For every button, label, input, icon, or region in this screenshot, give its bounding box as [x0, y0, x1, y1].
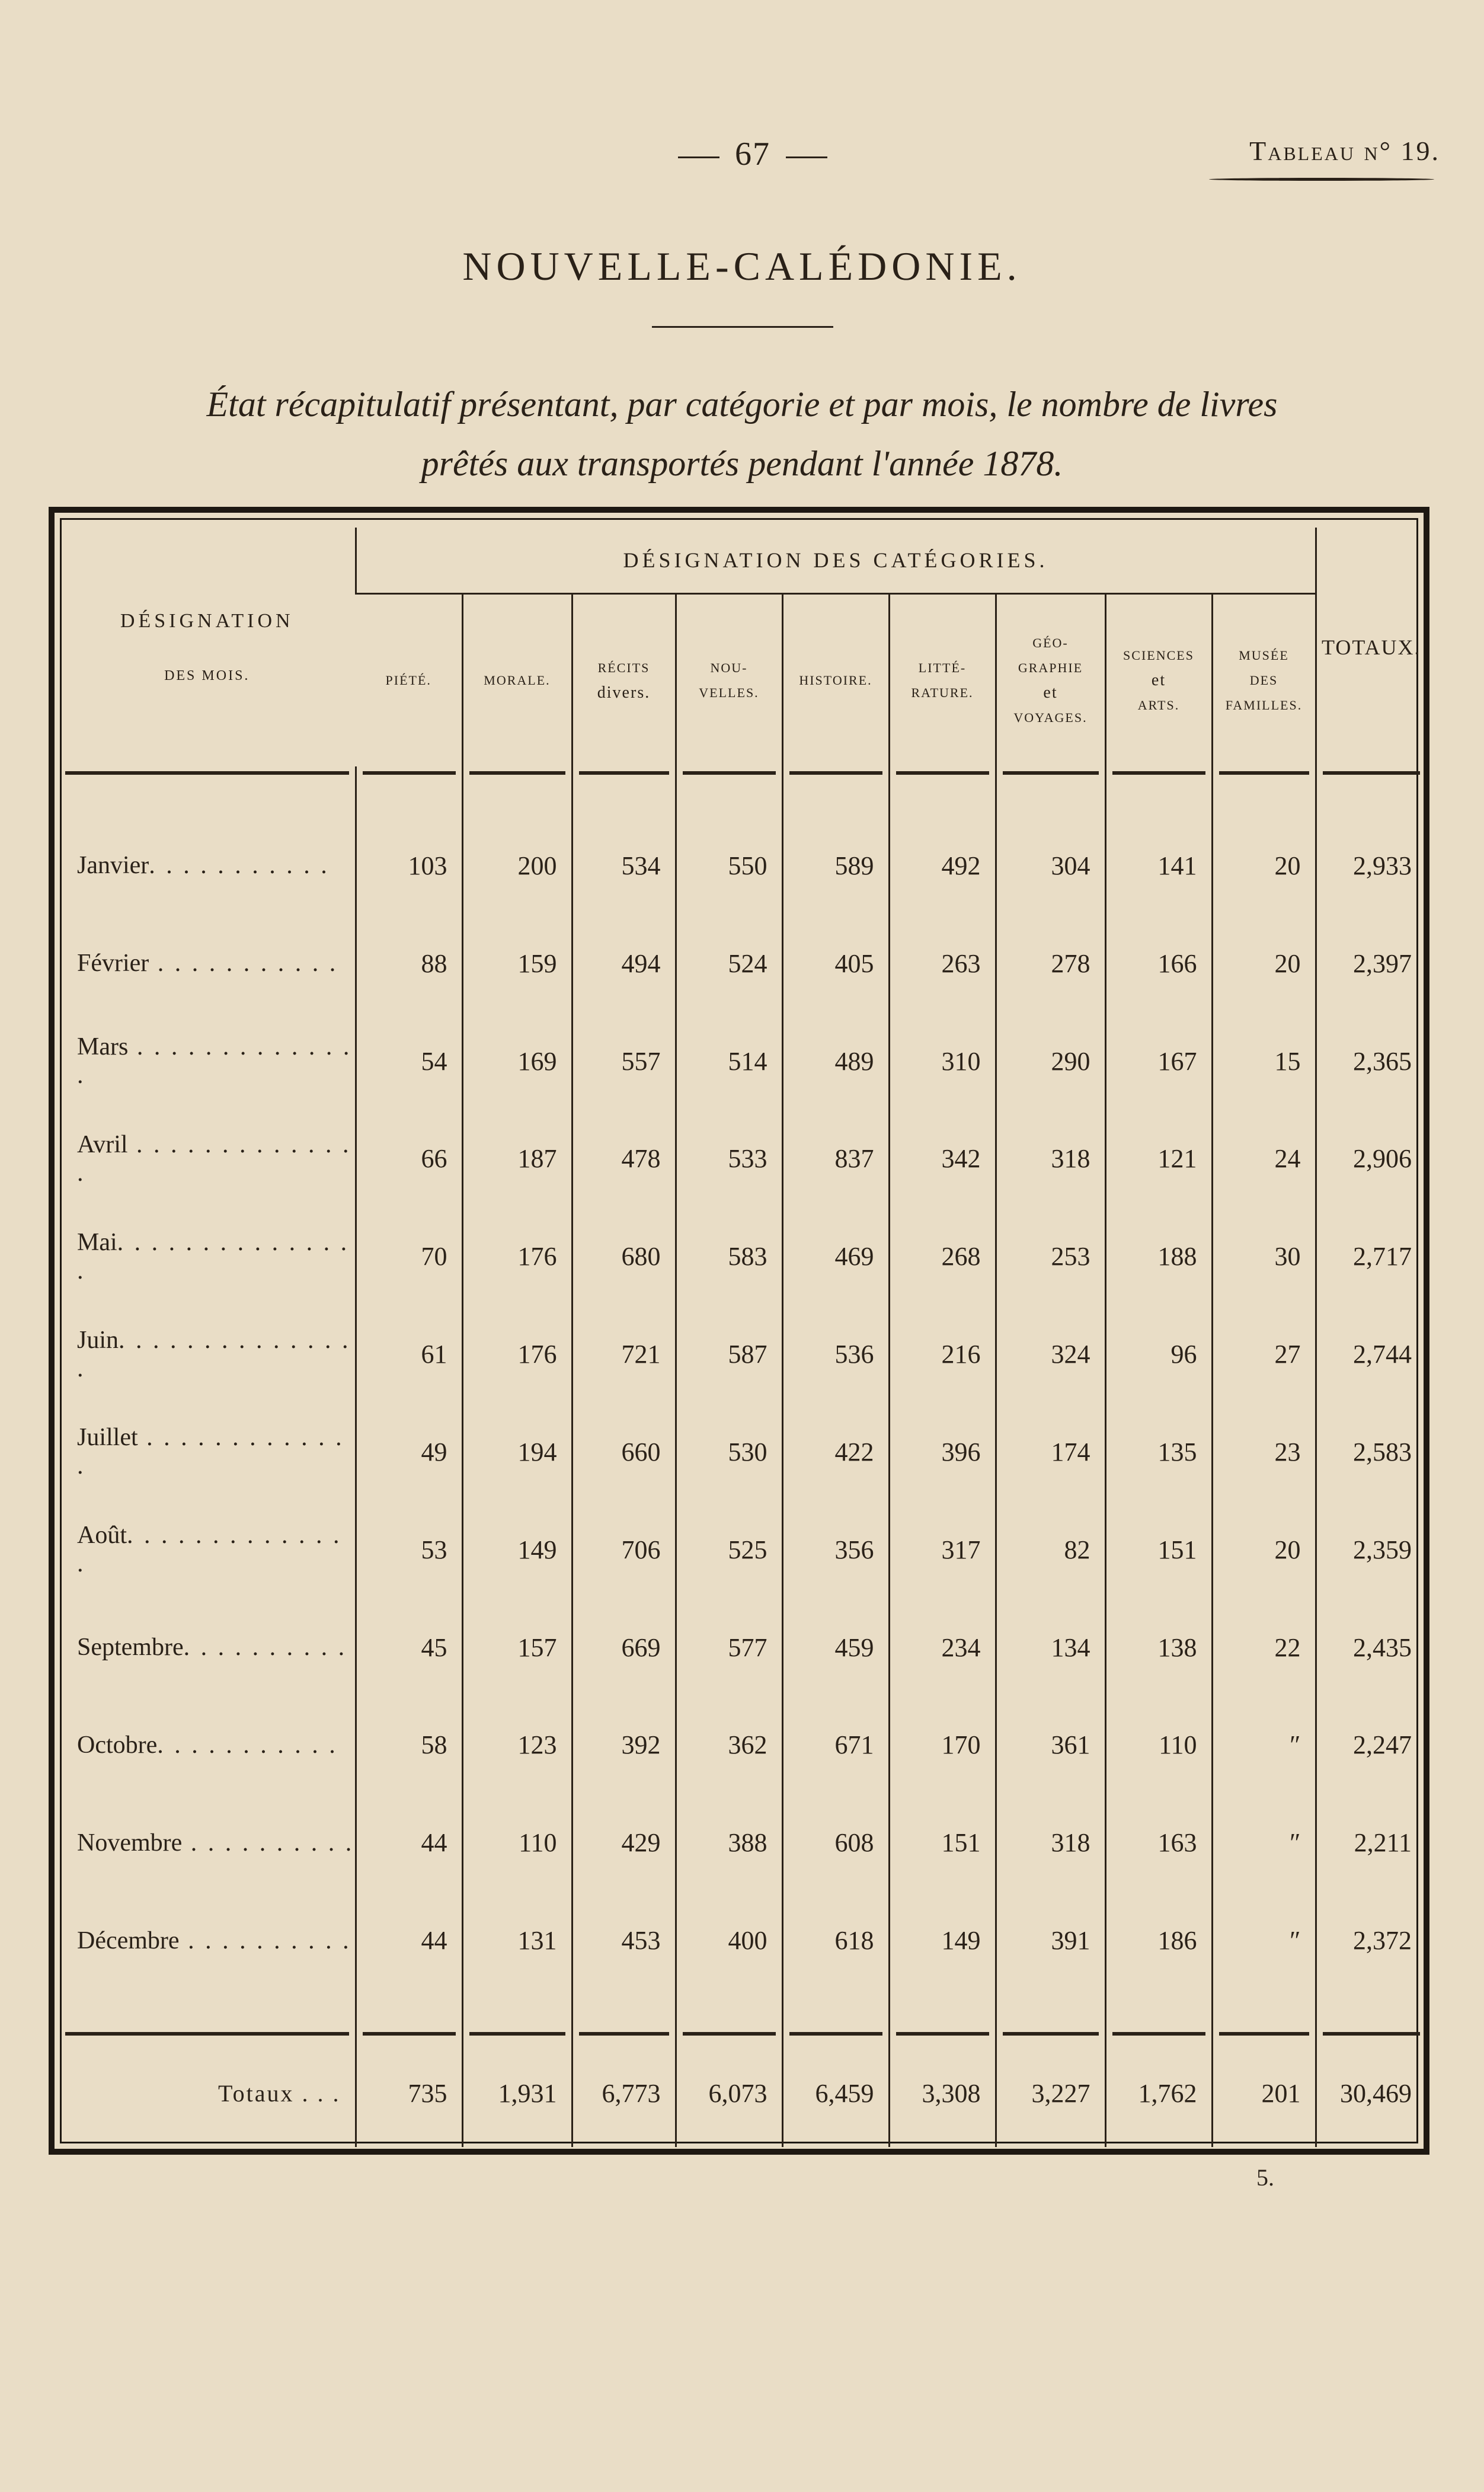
cell-musee-familles: ″ [1212, 1892, 1316, 1989]
cell-row-total: 2,211 [1316, 1794, 1426, 1892]
cell-morale: 200 [462, 817, 572, 915]
cell-morale: 159 [462, 915, 572, 1012]
cell-recits-divers: 680 [572, 1207, 676, 1305]
total-morale: 1,931 [462, 2040, 572, 2147]
total-litterature: 3,308 [889, 2040, 996, 2147]
cell-litterature: 170 [889, 1697, 996, 1794]
total-musee-familles: 201 [1212, 2040, 1316, 2147]
cell-row-total: 2,583 [1316, 1403, 1426, 1501]
month-column-header [59, 528, 356, 766]
category-header-recits-divers: RÉCITS divers. [572, 594, 676, 767]
month-name: Octobre [77, 1731, 158, 1759]
table-row [59, 1305, 1426, 1403]
cell-recits-divers: 494 [572, 915, 676, 1012]
cell-piete: 70 [356, 1207, 462, 1305]
month-header-line-2: DES MOIS. [164, 668, 250, 683]
categories-group-header: DÉSIGNATION DES CATÉGORIES. [356, 528, 1316, 594]
cell-histoire: 469 [782, 1207, 889, 1305]
category-header-geographie-voyages: GÉO- GRAPHIE et VOYAGES. [996, 594, 1105, 767]
cell-geographie-voyages: 290 [996, 1012, 1105, 1110]
cell-nouvelles: 525 [676, 1501, 782, 1599]
table-row [59, 915, 1426, 1012]
spacer-row [59, 779, 1426, 817]
cell-sciences-arts: 135 [1105, 1403, 1212, 1501]
cell-piete: 54 [356, 1012, 462, 1110]
cell-recits-divers: 721 [572, 1305, 676, 1403]
cell-geographie-voyages: 278 [996, 915, 1105, 1012]
leader-dots: . . . . . . . . . . . . . . . [77, 1228, 350, 1285]
cell-morale: 131 [462, 1892, 572, 1989]
cell-nouvelles: 533 [676, 1110, 782, 1208]
cell-geographie-voyages: 318 [996, 1110, 1105, 1208]
cell-nouvelles: 514 [676, 1012, 782, 1110]
grand-total: 30,469 [1316, 2040, 1426, 2147]
month-cell [59, 1012, 356, 1110]
table-row [59, 1110, 1426, 1208]
month-cell [59, 1892, 356, 1989]
title-rule [652, 326, 833, 328]
leader-dots: . . . . . . . . . . . [149, 852, 330, 880]
cell-recits-divers: 478 [572, 1110, 676, 1208]
cell-musee-familles: 20 [1212, 1501, 1316, 1599]
cell-geographie-voyages: 304 [996, 817, 1105, 915]
cell-musee-familles: 20 [1212, 915, 1316, 1012]
cell-sciences-arts: 188 [1105, 1207, 1212, 1305]
cell-nouvelles: 400 [676, 1892, 782, 1989]
subtitle [119, 375, 1365, 493]
total-geographie-voyages: 3,227 [996, 2040, 1105, 2147]
cell-musee-familles: 30 [1212, 1207, 1316, 1305]
category-header-musee-familles: MUSÉE DES FAMILLES. [1212, 594, 1316, 767]
cell-nouvelles: 550 [676, 817, 782, 915]
cell-litterature: 317 [889, 1501, 996, 1599]
leader-dots: . . . . . . . . . . . . . . . [77, 1326, 351, 1382]
totals-row [59, 2040, 1426, 2147]
cell-sciences-arts: 96 [1105, 1305, 1212, 1403]
cell-litterature: 268 [889, 1207, 996, 1305]
leader-dots: . . . . . . . . . . . [149, 950, 338, 977]
cell-piete: 49 [356, 1403, 462, 1501]
cell-litterature: 396 [889, 1403, 996, 1501]
month-cell [59, 1110, 356, 1208]
cell-musee-familles: 15 [1212, 1012, 1316, 1110]
cell-recits-divers: 392 [572, 1697, 676, 1794]
leader-dots: . . . . . . . . . . . . . . [77, 1130, 351, 1187]
cell-musee-familles: 24 [1212, 1110, 1316, 1208]
statistics-table [59, 528, 1426, 2147]
leader-dots: . . . . . . . . . . [179, 1926, 351, 1954]
table-row [59, 1501, 1426, 1599]
month-cell [59, 1599, 356, 1697]
month-name: Février [77, 950, 149, 977]
cell-litterature: 149 [889, 1892, 996, 1989]
month-cell [59, 817, 356, 915]
cell-piete: 61 [356, 1305, 462, 1403]
tableau-label: Tableau n° 19. [1249, 136, 1440, 166]
month-name: Mars [77, 1033, 129, 1061]
leader-dots: . . . . . . . . . . [183, 1634, 347, 1662]
page-number-value: 67 [735, 136, 770, 172]
category-header-litterature: LITTÉ- RATURE. [889, 594, 996, 767]
month-name: Novembre [77, 1829, 183, 1857]
header-rule-row [59, 766, 1426, 779]
cell-row-total: 2,435 [1316, 1599, 1426, 1697]
cell-row-total: 2,247 [1316, 1697, 1426, 1794]
month-cell [59, 1794, 356, 1892]
total-nouvelles: 6,073 [676, 2040, 782, 2147]
spacer-row [59, 1989, 1426, 2027]
month-name: Juin [77, 1326, 119, 1354]
total-recits-divers: 6,773 [572, 2040, 676, 2147]
cell-recits-divers: 660 [572, 1403, 676, 1501]
cell-nouvelles: 577 [676, 1599, 782, 1697]
cell-nouvelles: 583 [676, 1207, 782, 1305]
cell-recits-divers: 669 [572, 1599, 676, 1697]
cell-geographie-voyages: 361 [996, 1697, 1105, 1794]
cell-histoire: 459 [782, 1599, 889, 1697]
table-row [59, 1599, 1426, 1697]
cell-morale: 157 [462, 1599, 572, 1697]
cell-musee-familles: 20 [1212, 817, 1316, 915]
month-cell [59, 1697, 356, 1794]
month-name: Avril [77, 1130, 128, 1158]
cell-row-total: 2,365 [1316, 1012, 1426, 1110]
cell-geographie-voyages: 318 [996, 1794, 1105, 1892]
cell-musee-familles: ″ [1212, 1794, 1316, 1892]
cell-histoire: 608 [782, 1794, 889, 1892]
category-header-nouvelles: NOU- VELLES. [676, 594, 782, 767]
month-name: Janvier [77, 852, 149, 880]
cell-piete: 103 [356, 817, 462, 915]
month-name: Juillet [77, 1424, 138, 1452]
month-cell [59, 1207, 356, 1305]
cell-litterature: 342 [889, 1110, 996, 1208]
category-header-piete: PIÉTÉ. [385, 673, 431, 688]
cell-sciences-arts: 186 [1105, 1892, 1212, 1989]
cell-histoire: 536 [782, 1305, 889, 1403]
total-histoire: 6,459 [782, 2040, 889, 2147]
table-row [59, 1012, 1426, 1110]
leader-dots: . . . . . . . . . . . . . [77, 1424, 344, 1480]
page-number [634, 135, 871, 173]
cell-morale: 149 [462, 1501, 572, 1599]
cell-piete: 88 [356, 915, 462, 1012]
cell-histoire: 489 [782, 1012, 889, 1110]
table-row [59, 1892, 1426, 1989]
cell-piete: 44 [356, 1794, 462, 1892]
cell-sciences-arts: 110 [1105, 1697, 1212, 1794]
cell-piete: 44 [356, 1892, 462, 1989]
cell-morale: 110 [462, 1794, 572, 1892]
cell-morale: 176 [462, 1305, 572, 1403]
totals-label: Totaux . . . [218, 2080, 341, 2107]
cell-sciences-arts: 163 [1105, 1794, 1212, 1892]
cell-geographie-voyages: 253 [996, 1207, 1105, 1305]
cell-sciences-arts: 166 [1105, 915, 1212, 1012]
leader-dots: . . . . . . . . . . [182, 1829, 354, 1857]
cell-musee-familles: 22 [1212, 1599, 1316, 1697]
month-cell [59, 1501, 356, 1599]
cell-litterature: 310 [889, 1012, 996, 1110]
cell-nouvelles: 530 [676, 1403, 782, 1501]
cell-row-total: 2,717 [1316, 1207, 1426, 1305]
subtitle-line-1: État récapitulatif présentant, par catégorie et par mois, le nombre de livres [206, 385, 1278, 424]
cell-histoire: 618 [782, 1892, 889, 1989]
cell-musee-familles: ″ [1212, 1697, 1316, 1794]
cell-recits-divers: 429 [572, 1794, 676, 1892]
cell-geographie-voyages: 174 [996, 1403, 1105, 1501]
leader-dots: . . . . . . . . . . . . . . [77, 1522, 342, 1578]
month-cell [59, 915, 356, 1012]
cell-litterature: 216 [889, 1305, 996, 1403]
total-sciences-arts: 1,762 [1105, 2040, 1212, 2147]
cell-recits-divers: 557 [572, 1012, 676, 1110]
cell-piete: 66 [356, 1110, 462, 1208]
cell-histoire: 405 [782, 915, 889, 1012]
totals-rule-row [59, 2027, 1426, 2040]
month-name: Septembre [77, 1634, 184, 1662]
category-header-histoire: HISTOIRE. [782, 594, 889, 767]
leader-dots: . . . . . . . . . . . [157, 1731, 338, 1759]
table-row [59, 1403, 1426, 1501]
cell-histoire: 422 [782, 1403, 889, 1501]
table-row [59, 1207, 1426, 1305]
category-header-sciences-arts: SCIENCES et ARTS. [1105, 594, 1212, 767]
cell-piete: 45 [356, 1599, 462, 1697]
cell-sciences-arts: 151 [1105, 1501, 1212, 1599]
cell-row-total: 2,744 [1316, 1305, 1426, 1403]
cell-sciences-arts: 167 [1105, 1012, 1212, 1110]
cell-recits-divers: 706 [572, 1501, 676, 1599]
cell-histoire: 671 [782, 1697, 889, 1794]
cell-nouvelles: 362 [676, 1697, 782, 1794]
table-row [59, 817, 1426, 915]
cell-morale: 187 [462, 1110, 572, 1208]
month-header-line-1: DÉSIGNATION [120, 610, 294, 632]
cell-musee-familles: 27 [1212, 1305, 1316, 1403]
cell-litterature: 263 [889, 915, 996, 1012]
page-title: NOUVELLE-CALÉDONIE. [462, 244, 1022, 289]
cell-piete: 53 [356, 1501, 462, 1599]
cell-sciences-arts: 138 [1105, 1599, 1212, 1697]
cell-geographie-voyages: 82 [996, 1501, 1105, 1599]
tableau-underline [1209, 178, 1434, 181]
total-piete: 735 [356, 2040, 462, 2147]
category-header-morale: MORALE. [462, 594, 572, 767]
month-name: Décembre [77, 1926, 180, 1954]
cell-morale: 123 [462, 1697, 572, 1794]
cell-geographie-voyages: 324 [996, 1305, 1105, 1403]
cell-nouvelles: 587 [676, 1305, 782, 1403]
cell-row-total: 2,359 [1316, 1501, 1426, 1599]
cell-nouvelles: 524 [676, 915, 782, 1012]
cell-morale: 169 [462, 1012, 572, 1110]
cell-row-total: 2,906 [1316, 1110, 1426, 1208]
cell-sciences-arts: 121 [1105, 1110, 1212, 1208]
month-name: Août [77, 1522, 127, 1549]
leader-dots: . . . . . . . . . . . . . . [77, 1033, 352, 1090]
cell-geographie-voyages: 134 [996, 1599, 1105, 1697]
signature-mark: 5. [1256, 2164, 1274, 2191]
cell-piete: 58 [356, 1697, 462, 1794]
cell-row-total: 2,933 [1316, 817, 1426, 915]
cell-sciences-arts: 141 [1105, 817, 1212, 915]
cell-recits-divers: 534 [572, 817, 676, 915]
cell-litterature: 492 [889, 817, 996, 915]
month-name: Mai [77, 1228, 117, 1256]
cell-litterature: 151 [889, 1794, 996, 1892]
cell-histoire: 589 [782, 817, 889, 915]
table-row [59, 1697, 1426, 1794]
cell-morale: 194 [462, 1403, 572, 1501]
cell-nouvelles: 388 [676, 1794, 782, 1892]
cell-row-total: 2,372 [1316, 1892, 1426, 1989]
month-cell [59, 1305, 356, 1403]
cell-row-total: 2,397 [1316, 915, 1426, 1012]
cell-musee-familles: 23 [1212, 1403, 1316, 1501]
cell-litterature: 234 [889, 1599, 996, 1697]
cell-histoire: 837 [782, 1110, 889, 1208]
cell-morale: 176 [462, 1207, 572, 1305]
totals-column-header: TOTAUX. [1316, 528, 1426, 766]
subtitle-line-2: prêtés aux transportés pendant l'année 1878. [421, 444, 1063, 483]
cell-geographie-voyages: 391 [996, 1892, 1105, 1989]
month-cell [59, 1403, 356, 1501]
cell-histoire: 356 [782, 1501, 889, 1599]
table-row [59, 1794, 1426, 1892]
cell-recits-divers: 453 [572, 1892, 676, 1989]
